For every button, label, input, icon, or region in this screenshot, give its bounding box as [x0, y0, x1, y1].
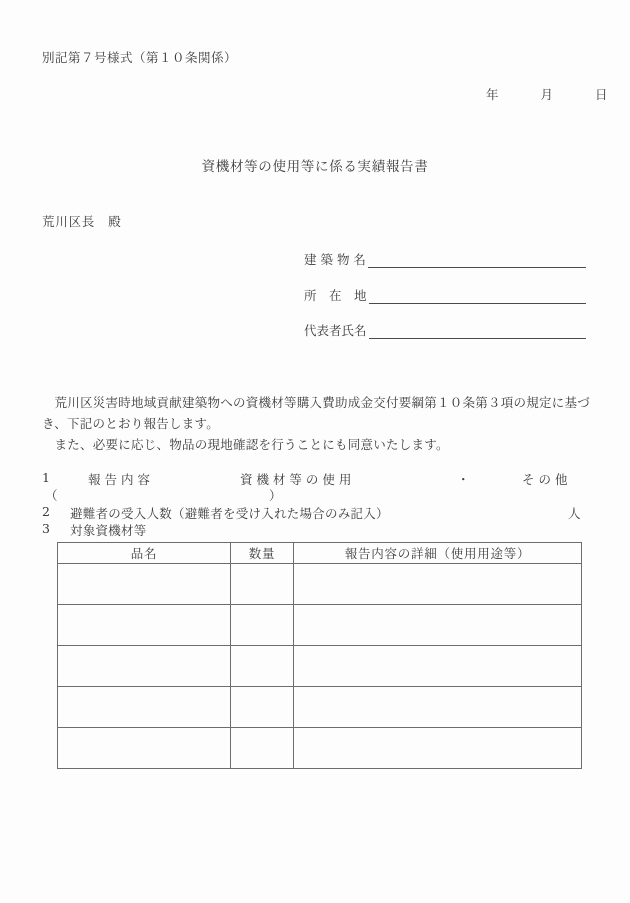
table-row — [58, 605, 582, 646]
cell-detail[interactable] — [294, 564, 582, 605]
field-building-name-label: 建 築 物 名 — [304, 252, 366, 267]
body-text — [42, 392, 590, 455]
cell-quantity[interactable] — [231, 687, 294, 728]
addressee: 荒川区長 殿 — [42, 214, 122, 229]
item-1-label: 報 告 内 容 — [88, 472, 150, 487]
page-title: 資機材等の使用等に係る実績報告書 — [201, 159, 429, 175]
cell-name[interactable] — [58, 605, 231, 646]
table-row — [58, 728, 582, 769]
form-number: 別記第７号様式（第１０条関係） — [42, 50, 238, 65]
item-2-label: 避難者の受入人数（避難者を受け入れた場合のみ記入） — [70, 506, 389, 521]
cell-quantity[interactable] — [231, 728, 294, 769]
date-month-label: 月 — [540, 87, 553, 102]
item-1-option-other[interactable]: そ の 他 — [522, 472, 568, 487]
body-paragraph-2: また、必要に応じ、物品の現地確認を行うことにも同意いたします。 — [54, 437, 449, 452]
item-1-paren-open: （ — [45, 488, 58, 503]
cell-quantity[interactable] — [231, 564, 294, 605]
column-header-quantity: 数量 — [231, 543, 294, 564]
table-row — [58, 646, 582, 687]
item-1-number: 1 — [42, 470, 50, 485]
table-body — [58, 564, 582, 769]
item-2-unit: 人 — [568, 506, 581, 521]
field-address-label: 所 在 地 — [304, 288, 367, 303]
field-building-name-input[interactable] — [368, 254, 586, 268]
date-day-label: 日 — [594, 87, 608, 102]
item-1-separator: ・ — [457, 472, 470, 487]
cell-detail[interactable] — [294, 687, 582, 728]
cell-name[interactable] — [58, 564, 231, 605]
field-representative-name-label: 代表者氏名 — [304, 323, 367, 338]
cell-detail[interactable] — [294, 646, 582, 687]
field-representative-name — [304, 321, 586, 339]
item-1-option-use[interactable]: 資 機 材 等 の 使 用 — [240, 472, 352, 487]
cell-quantity[interactable] — [231, 605, 294, 646]
field-representative-name-input[interactable] — [369, 325, 586, 339]
table-header-row — [58, 543, 582, 564]
column-header-name: 品名 — [58, 543, 231, 564]
item-1-paren-close: ） — [269, 488, 282, 503]
field-building-name — [304, 250, 586, 268]
table-row — [58, 564, 582, 605]
cell-name[interactable] — [58, 646, 231, 687]
field-address-input[interactable] — [369, 290, 586, 304]
item-3-label: 対象資機材等 — [70, 523, 147, 538]
item-2-number: 2 — [42, 504, 50, 519]
cell-name[interactable] — [58, 728, 231, 769]
column-header-detail: 報告内容の詳細（使用用途等） — [294, 543, 582, 564]
cell-quantity[interactable] — [231, 646, 294, 687]
item-3-number: 3 — [42, 521, 50, 536]
cell-detail[interactable] — [294, 728, 582, 769]
cell-detail[interactable] — [294, 605, 582, 646]
cell-name[interactable] — [58, 687, 231, 728]
field-address — [304, 286, 586, 304]
date-line — [486, 85, 607, 103]
items-table — [57, 542, 582, 769]
date-year-label: 年 — [486, 87, 499, 102]
body-paragraph-1: 荒川区災害時地域貢献建築物への資機材等購入費助成金交付要綱第１０条第３項の規定に基づき、下記のとおり報告します。 — [42, 395, 591, 431]
table-row — [58, 687, 582, 728]
